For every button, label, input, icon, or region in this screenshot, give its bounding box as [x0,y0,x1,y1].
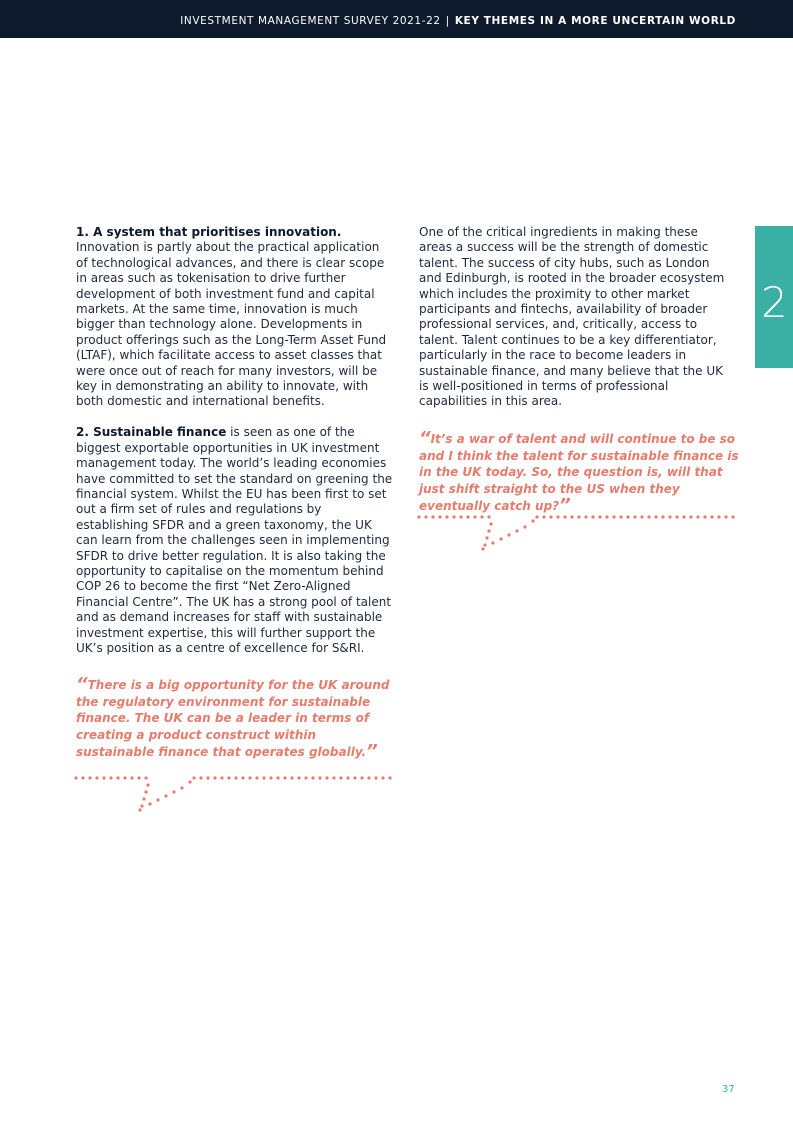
close-quote-mark: ” [366,740,378,762]
chapter-number: 2 [761,278,788,327]
close-quote-mark: ” [559,494,571,516]
chapter-tab [755,226,793,368]
right-column [419,225,733,410]
speech-tail-dots-left [70,770,400,818]
running-header [180,15,736,27]
pull-quote-left-text: There is a big opportunity for the UK around the regulatory environment for sustainable finance. The UK can be a leader in terms of creating a product construct within sustainable finance that operates globally. [76,678,390,759]
page-number: 37 [722,1084,735,1095]
paragraph-sustainable-finance-body: is seen as one of the biggest exportable opportunities in UK investment management today. The world’s leading economies have committed to set the standard on greening the financial system. Whilst the EU has been first to set out a firm set of rules and regulations by establishing SFDR and a green taxonomy, the UK can learn from the challenges seen in implementing SFDR to drive better regulation. It is also taking the opportunity to capitalise on the momentum behind COP 26 to become the first “Net Zero-Aligned Financial Centre”. The UK has a strong pool of talent and as demand increases for staff with sustainable investment expertise, this will further support the UK’s position as a centre of excellence for S&RI. [76,425,393,656]
left-column [76,225,394,656]
pull-quote-right-text: It’s a war of talent and will continue to be so and I think the talent for sustainable finance is in the UK today. So, the question is, will that just shift straight to the US when they eventually catch up? [419,432,739,513]
paragraph-innovation-body: Innovation is partly about the practical application of technological advances, and there is clear scope in areas such as tokenisation to drive further development of both investment fund and capital markets. At the same time, innovation is much bigger than technology alone. Developments in product offerings such as the Long-Term Asset Fund (LTAF), which facilitate access to asset classes that were once out of reach for many investors, will be key in demonstrating an ability to innovate, with both domestic and international benefits. [76,240,387,409]
paragraph-innovation-heading: 1. A system that prioritises innovation. [76,225,342,239]
pull-quote-left [76,674,396,762]
paragraph-innovation [76,225,394,410]
dotted-line-right [417,515,734,550]
paragraph-sustainable-finance-heading: 2. Sustainable finance [76,425,227,440]
header-theme: KEY THEMES IN A MORE UNCERTAIN WORLD [454,15,736,27]
open-quote-mark: “ [419,428,431,449]
paragraph-sustainable-finance [76,425,394,656]
dotted-line-left [74,776,391,811]
speech-tail-dots-right [413,509,743,557]
paragraph-talent: One of the critical ingredients in making these areas a success will be the strength of domestic talent. The success of city hubs, such as London and Edinburgh, is rooted in the broader ecosystem which includes the proximity to other market participants and fintechs, availability of broader professional services, and, critically, access to talent. Talent continues to be a key differentiator, particularly in the race to become leaders in sustainable finance, and many believe that the UK is well-positioned in terms of professional capabilities in this area. [419,225,725,409]
pull-quote-right [419,428,739,516]
header-survey-title: INVESTMENT MANAGEMENT SURVEY 2021-22 [180,15,441,27]
header-separator: | [445,15,450,27]
open-quote-mark: “ [76,674,88,695]
header-bar [0,0,793,38]
